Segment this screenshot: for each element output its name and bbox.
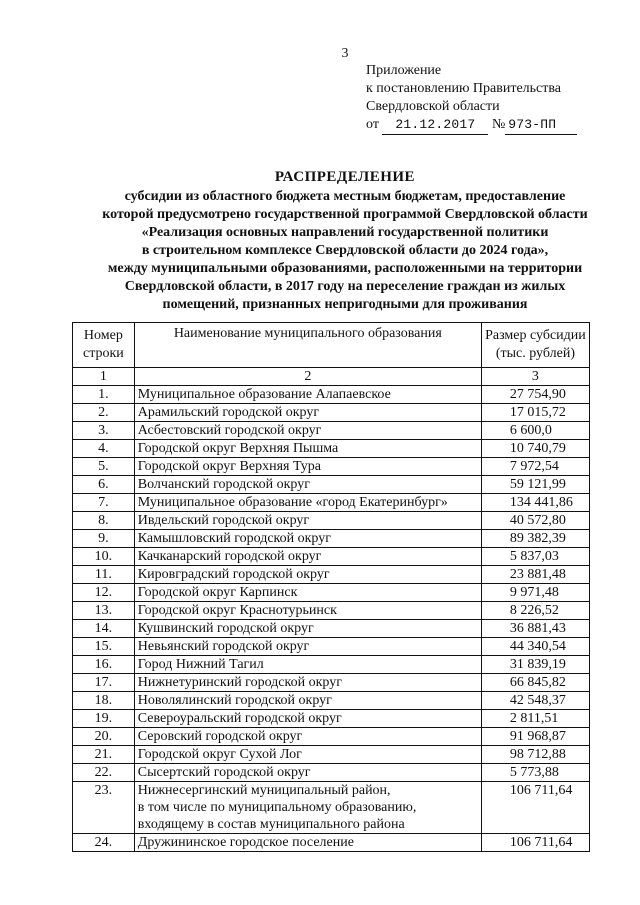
subsidy-amount: 36 881,43 [481, 620, 589, 638]
number-prefix: № [491, 117, 506, 132]
municipality-name: Городской округ Карпинск [134, 584, 481, 602]
subsidy-amount: 5 773,88 [481, 764, 589, 782]
municipality-name-line-1: Нижнесергинский муниципальный район, [137, 783, 391, 798]
municipality-name: Новолялинский городской округ [134, 692, 481, 710]
municipality-name: Асбестовский городской округ [134, 422, 481, 440]
date-prefix: от [366, 117, 379, 132]
appendix-block [366, 62, 626, 135]
row-number: 2. [73, 404, 135, 422]
row-number: 7. [73, 494, 135, 512]
subsidy-amount: 106 711,64 [481, 834, 589, 852]
table-row [73, 638, 590, 656]
header-row-number-line-2: строки [82, 346, 124, 361]
subsidy-amount: 89 382,39 [481, 530, 589, 548]
document-title [60, 168, 630, 314]
row-number: 13. [73, 602, 135, 620]
appendix-line-2: к постановлению Правительства [366, 81, 562, 96]
row-number: 12. [73, 584, 135, 602]
appendix-line-1: Приложение [366, 63, 442, 78]
subsidy-amount: 8 226,52 [481, 602, 589, 620]
municipality-name: Нижнетуринский городской округ [134, 674, 481, 692]
table-row [73, 584, 590, 602]
row-number: 3. [73, 422, 135, 440]
table-row [73, 386, 590, 404]
column-number: 2 [134, 368, 481, 386]
row-number: 11. [73, 566, 135, 584]
table-row [73, 710, 590, 728]
row-number: 21. [73, 746, 135, 764]
row-number: 18. [73, 692, 135, 710]
table-row [73, 440, 590, 458]
municipality-name: Городской округ Верхняя Тура [134, 458, 481, 476]
subsidy-table [72, 322, 590, 852]
subsidy-amount: 44 340,54 [481, 638, 589, 656]
subsidy-amount: 9 971,48 [481, 584, 589, 602]
title-heading: РАСПРЕДЕЛЕНИЕ [274, 169, 416, 185]
row-number: 8. [73, 512, 135, 530]
municipality-name-line-3: входящему в состав муниципального района [137, 817, 405, 832]
subsidy-amount: 98 712,88 [481, 746, 589, 764]
table-row [73, 620, 590, 638]
subsidy-amount: 59 121,99 [481, 476, 589, 494]
table-row [73, 566, 590, 584]
subsidy-amount: 31 839,19 [481, 656, 589, 674]
title-line-5: между муниципальными образованиями, расположенными на территории [107, 261, 583, 276]
table-row [73, 746, 590, 764]
subsidy-amount: 23 881,48 [481, 566, 589, 584]
subsidy-amount: 6 600,0 [481, 422, 589, 440]
title-line-7: помещений, признанных непригодными для проживания [162, 297, 528, 312]
table-body-tail [73, 782, 590, 852]
municipality-name: Качканарский городской округ [134, 548, 481, 566]
municipality-name: Муниципальное образование «город Екатеринбург» [134, 494, 481, 512]
municipality-name: Североуральский городской округ [134, 710, 481, 728]
table-body [73, 386, 590, 782]
header-row-number-line-1: Номер [83, 328, 123, 343]
subsidy-amount: 2 811,51 [481, 710, 589, 728]
table-row [73, 476, 590, 494]
subsidy-amount: 106 711,64 [481, 782, 589, 834]
subsidy-amount: 27 754,90 [481, 386, 589, 404]
municipality-name: Невьянский городской округ [134, 638, 481, 656]
header-municipality-name: Наименование муниципального образования [134, 323, 481, 368]
row-number: 23. [73, 782, 135, 834]
row-number: 24. [73, 834, 135, 852]
column-numbers-row [73, 368, 590, 386]
row-number: 19. [73, 710, 135, 728]
table-row [73, 512, 590, 530]
municipality-name: Городской округ Краснотурьинск [134, 602, 481, 620]
title-line-1: субсидии из областного бюджета местным бюджетам, предоставление [124, 189, 566, 204]
municipality-name: Камышловский городской округ [134, 530, 481, 548]
subsidy-amount: 40 572,80 [481, 512, 589, 530]
table-row [73, 422, 590, 440]
row-number: 1. [73, 386, 135, 404]
row-number: 6. [73, 476, 135, 494]
municipality-name [134, 782, 481, 834]
appendix-date-line [366, 116, 626, 135]
municipality-name: Кировградский городской округ [134, 566, 481, 584]
column-number: 3 [481, 368, 589, 386]
municipality-name: Арамильский городской округ [134, 404, 481, 422]
header-subsidy-amount-line-1: Размер субсидии [485, 328, 586, 343]
row-number: 20. [73, 728, 135, 746]
municipality-name: Сысертский городской округ [134, 764, 481, 782]
title-line-2: которой предусмотрено государственной программой Свердловской области [102, 207, 588, 222]
table-row [73, 674, 590, 692]
subsidy-amount: 42 548,37 [481, 692, 589, 710]
table-row [73, 548, 590, 566]
row-number: 15. [73, 638, 135, 656]
decree-date: 21.12.2017 [382, 116, 488, 135]
row-number: 5. [73, 458, 135, 476]
page-number: 3 [341, 46, 349, 61]
header-subsidy-amount-line-2: (тыс. рублей) [495, 346, 575, 361]
table-row [73, 728, 590, 746]
row-number: 16. [73, 656, 135, 674]
title-line-4: в строительном комплексе Свердловской области до 2024 года», [141, 243, 549, 258]
title-line-6: Свердловской области, в 2017 году на переселение граждан из жилых [124, 279, 566, 294]
municipality-name: Волчанский городской округ [134, 476, 481, 494]
subsidy-amount: 17 015,72 [481, 404, 589, 422]
subsidy-amount: 66 845,82 [481, 674, 589, 692]
table-row [73, 834, 590, 852]
column-number: 1 [73, 368, 135, 386]
header-subsidy-amount [481, 323, 589, 368]
title-line-3: «Реализация основных направлений государственной политики [141, 225, 549, 240]
municipality-name-line-2: в том числе по муниципальному образованию, [137, 800, 417, 815]
table-row [73, 602, 590, 620]
row-number: 9. [73, 530, 135, 548]
table-row [73, 530, 590, 548]
municipality-name: Ивдельский городской округ [134, 512, 481, 530]
table-header-row [73, 323, 590, 368]
table-row [73, 656, 590, 674]
row-number: 4. [73, 440, 135, 458]
municipality-name: Муниципальное образование Алапаевское [134, 386, 481, 404]
row-number: 22. [73, 764, 135, 782]
municipality-name: Дружининское городское поселение [134, 834, 481, 852]
subsidy-amount: 5 837,03 [481, 548, 589, 566]
header-row-number [73, 323, 135, 368]
municipality-name: Кушвинский городской округ [134, 620, 481, 638]
row-number: 14. [73, 620, 135, 638]
appendix-line-3: Свердловской области [366, 99, 500, 114]
row-number: 17. [73, 674, 135, 692]
municipality-name: Серовский городской округ [134, 728, 481, 746]
decree-number: 973-ПП [505, 116, 577, 135]
row-number: 10. [73, 548, 135, 566]
table-row [73, 782, 590, 834]
subsidy-amount: 7 972,54 [481, 458, 589, 476]
subsidy-amount: 91 968,87 [481, 728, 589, 746]
municipality-name: Городской округ Сухой Лог [134, 746, 481, 764]
table-row [73, 692, 590, 710]
table-row [73, 494, 590, 512]
table-row [73, 458, 590, 476]
subsidy-amount: 10 740,79 [481, 440, 589, 458]
municipality-name: Город Нижний Тагил [134, 656, 481, 674]
municipality-name: Городской округ Верхняя Пышма [134, 440, 481, 458]
subsidy-amount: 134 441,86 [481, 494, 589, 512]
table-row [73, 404, 590, 422]
table-row [73, 764, 590, 782]
